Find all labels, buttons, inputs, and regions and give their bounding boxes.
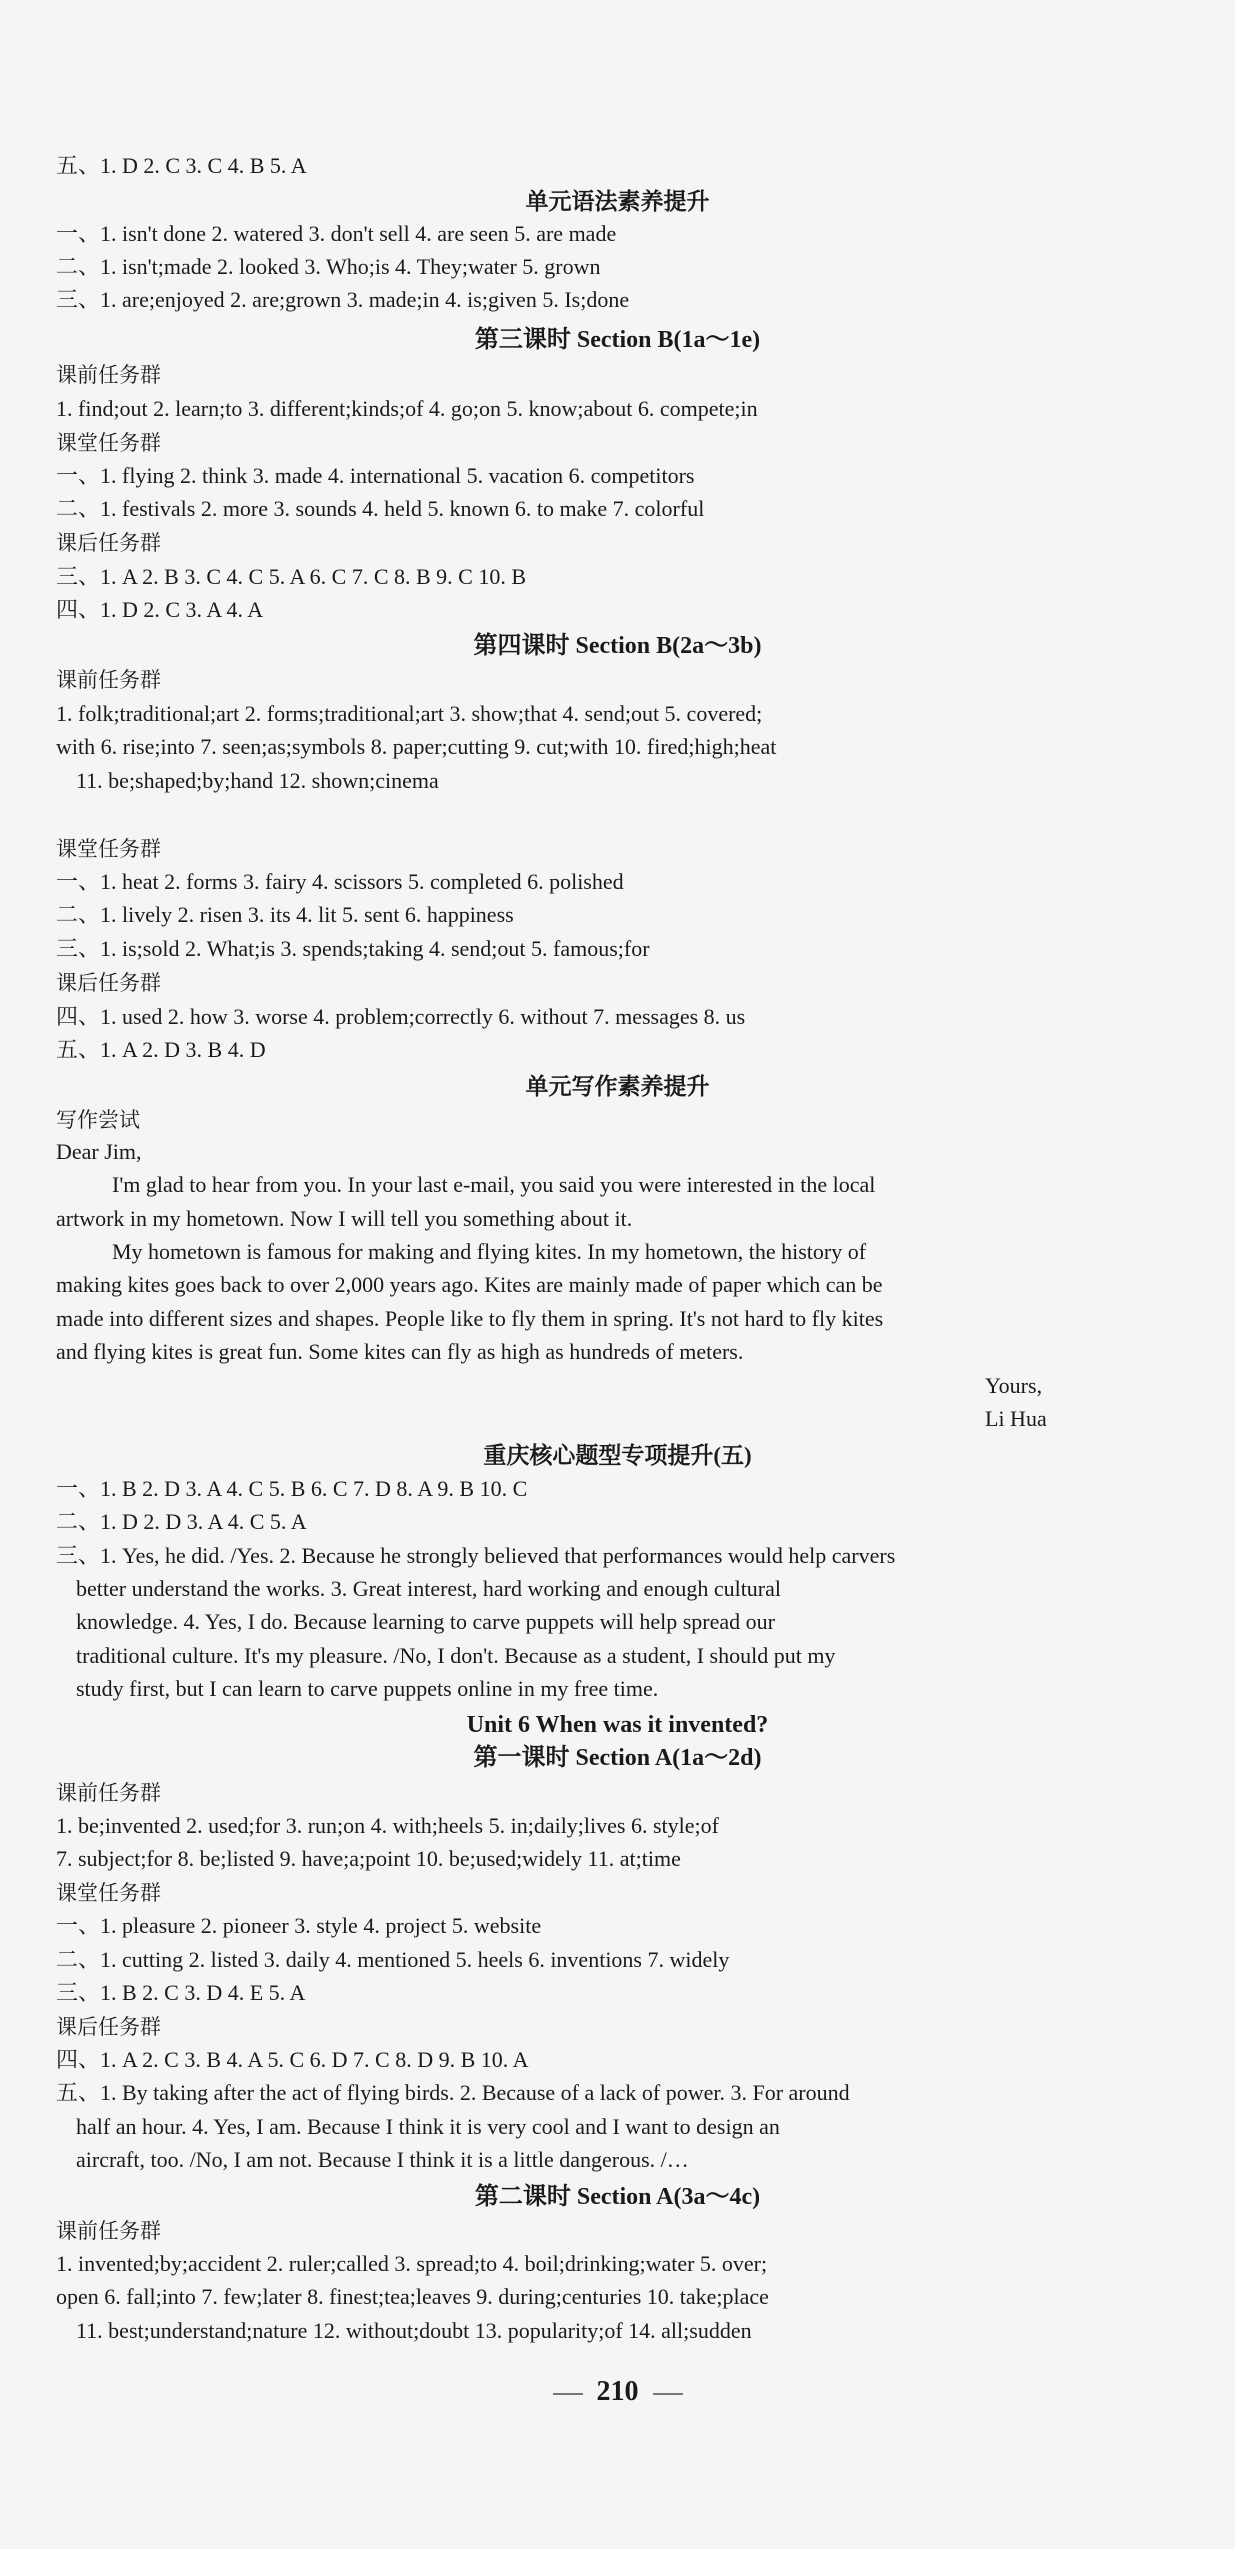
answer-line: 四、1. D 2. C 3. A 4. A xyxy=(56,597,264,622)
answer-line: 四、1. used 2. how 3. worse 4. problem;correctly 6. without 7. messages 8. us xyxy=(56,1004,746,1029)
unit-heading: Unit 6 When was it invented? xyxy=(466,1712,769,1738)
letter-closing: Yours, xyxy=(985,1373,1043,1398)
task-group-label: 课前任务群 xyxy=(56,668,161,692)
answer-line: 三、1. A 2. B 3. C 4. C 5. A 6. C 7. C 8. B 9. C 10. B xyxy=(56,564,527,589)
section-heading: 单元语法素养提升 xyxy=(525,189,710,214)
letter-text: My hometown is famous for making and flying kites. In my hometown, the history of xyxy=(112,1239,867,1264)
letter-greeting: Dear Jim, xyxy=(56,1139,142,1164)
letter-text: making kites goes back to over 2,000 years ago. Kites are mainly made of paper which can be xyxy=(56,1272,883,1297)
answer-line: with 6. rise;into 7. seen;as;symbols 8. paper;cutting 9. cut;with 10. fired;high;heat xyxy=(56,734,777,759)
task-group-label: 课堂任务群 xyxy=(56,431,161,455)
task-group-label: 课堂任务群 xyxy=(56,837,161,861)
section-heading: 重庆核心题型专项提升(五) xyxy=(483,1443,752,1468)
task-group-label: 课后任务群 xyxy=(56,2015,161,2039)
dash-left xyxy=(553,2393,583,2395)
answer-line: better understand the works. 3. Great interest, hard working and enough cultural xyxy=(76,1576,782,1601)
answer-line: 一、1. flying 2. think 3. made 4. international 5. vacation 6. competitors xyxy=(56,463,695,488)
task-group-label: 课前任务群 xyxy=(56,2219,161,2243)
letter-text: made into different sizes and shapes. People like to fly them in spring. It's not hard to fly kites xyxy=(56,1306,884,1331)
answer-line: 7. subject;for 8. be;listed 9. have;a;point 10. be;used;widely 11. at;time xyxy=(56,1846,681,1871)
answer-line: 三、1. B 2. C 3. D 4. E 5. A xyxy=(56,1980,306,2005)
answer-line: 一、1. isn't done 2. watered 3. don't sell 4. are seen 5. are made xyxy=(56,221,617,246)
task-group-label: 课后任务群 xyxy=(56,971,161,995)
letter-text: artwork in my hometown. Now I will tell you something about it. xyxy=(56,1206,633,1231)
page-number-text: 210 xyxy=(596,2376,639,2407)
page-number xyxy=(0,2376,1235,2408)
lesson-heading: 第一课时 Section A(1a～2d) xyxy=(473,1745,762,1771)
answer-line: 五、1. A 2. D 3. B 4. D xyxy=(56,1037,266,1062)
answer-line: 三、1. is;sold 2. What;is 3. spends;taking 4. send;out 5. famous;for xyxy=(56,936,650,961)
task-group-label: 课堂任务群 xyxy=(56,1881,161,1905)
answer-line: 一、1. pleasure 2. pioneer 3. style 4. project 5. website xyxy=(56,1913,542,1938)
dash-right xyxy=(653,2393,683,2395)
answer-line: aircraft, too. /No, I am not. Because I think it is a little dangerous. /… xyxy=(76,2147,689,2172)
letter-signature: Li Hua xyxy=(985,1406,1047,1431)
lesson-heading: 第四课时 Section B(2a～3b) xyxy=(473,633,762,659)
answer-line: 三、1. Yes, he did. /Yes. 2. Because he strongly believed that performances would help carvers xyxy=(56,1543,896,1568)
answer-line: 三、1. are;enjoyed 2. are;grown 3. made;in 4. is;given 5. Is;done xyxy=(56,287,630,312)
answer-line: 五、1. By taking after the act of flying birds. 2. Because of a lack of power. 3. For around xyxy=(56,2080,850,2105)
answer-line: 一、1. heat 2. forms 3. fairy 4. scissors 5. completed 6. polished xyxy=(56,869,624,894)
task-group-label: 课后任务群 xyxy=(56,531,161,555)
task-group-label: 课前任务群 xyxy=(56,363,161,387)
answer-line: 二、1. D 2. D 3. A 4. C 5. A xyxy=(56,1509,307,1534)
lesson-heading: 第二课时 Section A(3a～4c) xyxy=(474,2184,761,2210)
answer-line: 二、1. lively 2. risen 3. its 4. lit 5. sent 6. happiness xyxy=(56,902,514,927)
answer-line: 二、1. cutting 2. listed 3. daily 4. mentioned 5. heels 6. inventions 7. widely xyxy=(56,1947,730,1972)
section-heading: 单元写作素养提升 xyxy=(525,1074,710,1099)
answer-line: 1. invented;by;accident 2. ruler;called 3. spread;to 4. boil;drinking;water 5. over; xyxy=(56,2251,768,2276)
answer-line: 1. find;out 2. learn;to 3. different;kinds;of 4. go;on 5. know;about 6. compete;in xyxy=(56,396,758,421)
answer-line: open 6. fall;into 7. few;later 8. finest;tea;leaves 9. during;centuries 10. take;place xyxy=(56,2284,769,2309)
letter-text: and flying kites is great fun. Some kites can fly as high as hundreds of meters. xyxy=(56,1339,744,1364)
answer-line: knowledge. 4. Yes, I do. Because learning to carve puppets will help spread our xyxy=(76,1609,775,1634)
task-group-label: 写作尝试 xyxy=(56,1108,140,1132)
answer-line: 1. folk;traditional;art 2. forms;traditional;art 3. show;that 4. send;out 5. covered; xyxy=(56,701,763,726)
lesson-heading: 第三课时 Section B(1a～1e) xyxy=(474,327,761,353)
answer-line: half an hour. 4. Yes, I am. Because I think it is very cool and I want to design an xyxy=(76,2114,780,2139)
answer-line: 11. best;understand;nature 12. without;doubt 13. popularity;of 14. all;sudden xyxy=(76,2318,752,2343)
answer-line: 五、1. D 2. C 3. C 4. B 5. A xyxy=(56,153,307,178)
task-group-label: 课前任务群 xyxy=(56,1781,161,1805)
answer-line: 11. be;shaped;by;hand 12. shown;cinema xyxy=(76,768,439,793)
answer-line: 二、1. isn't;made 2. looked 3. Who;is 4. They;water 5. grown xyxy=(56,254,601,279)
answer-line: 一、1. B 2. D 3. A 4. C 5. B 6. C 7. D 8. A 9. B 10. C xyxy=(56,1476,528,1501)
answer-line: study first, but I can learn to carve puppets online in my free time. xyxy=(76,1676,659,1701)
answer-line: 1. be;invented 2. used;for 3. run;on 4. with;heels 5. in;daily;lives 6. style;of xyxy=(56,1813,719,1838)
answer-line: 二、1. festivals 2. more 3. sounds 4. held 5. known 6. to make 7. colorful xyxy=(56,496,705,521)
letter-text: I'm glad to hear from you. In your last e-mail, you said you were interested in the local xyxy=(112,1172,876,1197)
answer-line: traditional culture. It's my pleasure. /No, I don't. Because as a student, I should put my xyxy=(76,1643,836,1668)
answer-line: 四、1. A 2. C 3. B 4. A 5. C 6. D 7. C 8. D 9. B 10. A xyxy=(56,2047,529,2072)
